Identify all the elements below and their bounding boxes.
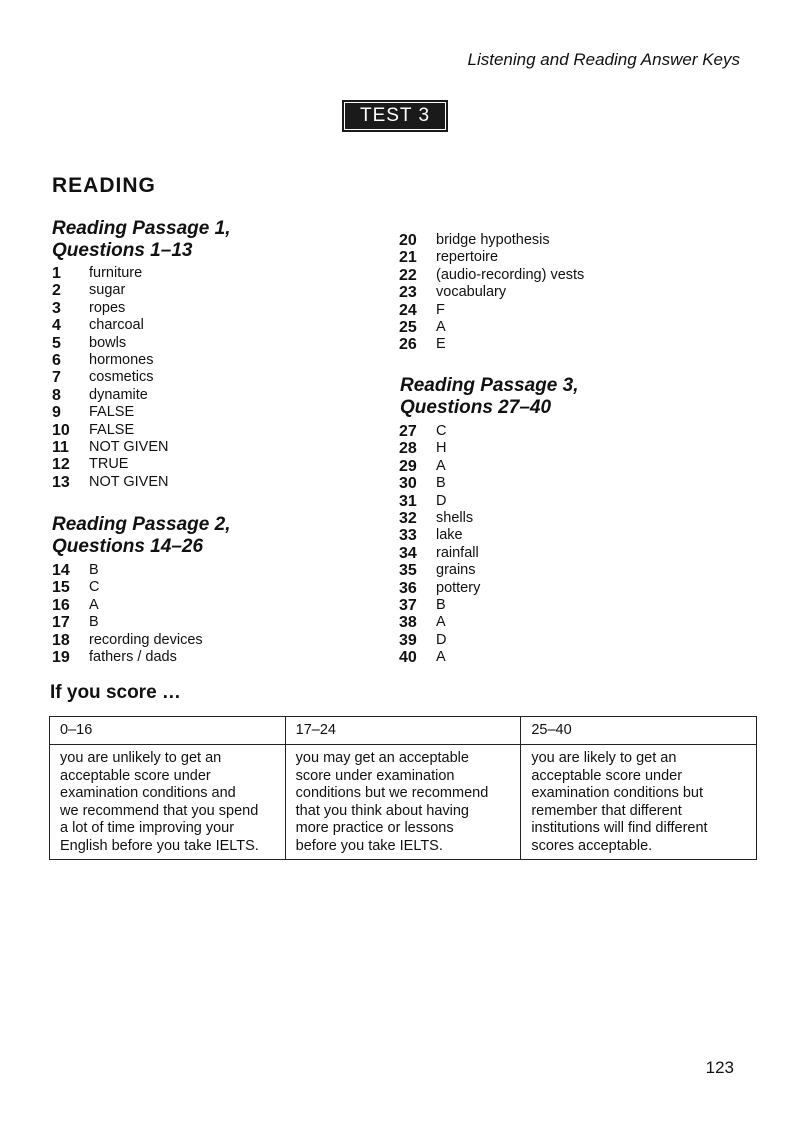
answer-item bbox=[52, 632, 203, 649]
answer-item bbox=[52, 649, 203, 666]
answer-number: 38 bbox=[399, 614, 417, 632]
answer-item bbox=[399, 336, 584, 353]
answer-item bbox=[399, 510, 480, 527]
answer-text: H bbox=[436, 440, 447, 457]
test-badge: TEST 3 bbox=[342, 100, 448, 132]
answer-item bbox=[399, 493, 480, 510]
answer-text: NOT GIVEN bbox=[89, 473, 169, 490]
passage-3-heading-line2: Questions 27–40 bbox=[400, 397, 552, 418]
answer-text: cosmetics bbox=[89, 369, 154, 386]
answer-text: A bbox=[436, 614, 446, 631]
advice-line: remember that different bbox=[531, 802, 682, 819]
answer-number: 36 bbox=[399, 579, 417, 597]
answer-item bbox=[399, 249, 584, 266]
answer-number: 21 bbox=[399, 249, 417, 267]
advice-line: examination conditions and bbox=[60, 785, 236, 802]
score-band-cell: 0–16 bbox=[50, 717, 286, 745]
answer-text: bridge hypothesis bbox=[436, 232, 550, 248]
answer-item bbox=[52, 369, 169, 386]
answer-item bbox=[399, 614, 480, 631]
answer-number: 10 bbox=[52, 421, 70, 439]
score-band-header-row bbox=[50, 717, 757, 745]
answer-text: vocabulary bbox=[436, 284, 507, 301]
answer-item bbox=[399, 423, 480, 440]
answer-text: B bbox=[436, 596, 446, 613]
advice-line: you are unlikely to get an bbox=[60, 750, 222, 766]
answer-number: 18 bbox=[52, 631, 70, 649]
advice-line: scores acceptable. bbox=[531, 837, 653, 854]
answer-number: 2 bbox=[52, 282, 61, 300]
answer-item bbox=[399, 527, 480, 544]
answer-text: fathers / dads bbox=[89, 648, 177, 665]
answer-item bbox=[399, 458, 480, 475]
advice-line: you are likely to get an bbox=[531, 750, 677, 766]
answer-number: 3 bbox=[52, 299, 61, 317]
answer-number: 37 bbox=[399, 596, 417, 614]
answer-text: recording devices bbox=[89, 631, 203, 648]
answer-text: lake bbox=[436, 527, 463, 544]
answer-text: F bbox=[436, 301, 445, 318]
answer-text: C bbox=[89, 579, 100, 596]
answer-text: D bbox=[436, 631, 447, 648]
answer-item bbox=[52, 352, 169, 369]
answer-text: (audio-recording) vests bbox=[436, 266, 585, 283]
answer-item bbox=[52, 387, 169, 404]
answer-item bbox=[399, 232, 584, 249]
answer-number: 7 bbox=[52, 369, 61, 387]
passage-3-heading-line1: Reading Passage 3, bbox=[400, 375, 579, 396]
score-advice-cell bbox=[50, 745, 286, 860]
advice-line: we recommend that you spend bbox=[60, 802, 259, 819]
score-guide-table bbox=[49, 716, 757, 860]
answer-text: D bbox=[436, 492, 447, 509]
answer-item bbox=[52, 456, 169, 473]
answer-number: 34 bbox=[399, 544, 417, 562]
answer-item bbox=[399, 597, 480, 614]
answer-text: NOT GIVEN bbox=[89, 438, 169, 455]
answer-text: E bbox=[436, 336, 446, 353]
advice-line: examination conditions but bbox=[531, 785, 704, 802]
answer-text: ropes bbox=[89, 299, 126, 316]
passage-1-heading-line2: Questions 1–13 bbox=[52, 240, 193, 261]
advice-line: acceptable score under bbox=[60, 767, 211, 784]
answer-number: 40 bbox=[399, 649, 417, 667]
answer-item bbox=[52, 265, 169, 282]
answer-number: 9 bbox=[52, 404, 61, 422]
answer-item bbox=[399, 580, 480, 597]
answer-text: shells bbox=[436, 509, 474, 526]
answer-item bbox=[52, 579, 203, 596]
score-advice-cell bbox=[285, 745, 521, 860]
answer-text: A bbox=[436, 649, 446, 666]
answer-item bbox=[399, 475, 480, 492]
advice-line: more practice or lessons bbox=[295, 820, 454, 837]
answer-number: 11 bbox=[52, 438, 69, 456]
advice-line: conditions but we recommend bbox=[295, 785, 489, 802]
answer-number: 16 bbox=[52, 596, 70, 614]
running-header: Listening and Reading Answer Keys bbox=[467, 50, 740, 69]
answer-number: 13 bbox=[52, 473, 70, 491]
answer-number: 25 bbox=[399, 318, 417, 336]
answer-number: 14 bbox=[52, 562, 70, 579]
advice-line: English before you take IELTS. bbox=[60, 837, 259, 854]
passage-2-answer-list-left bbox=[52, 562, 203, 666]
answer-item bbox=[399, 284, 584, 301]
advice-line: acceptable score under bbox=[531, 767, 683, 784]
answer-item bbox=[52, 562, 203, 579]
score-band-cell: 17–24 bbox=[285, 717, 521, 745]
answer-text: A bbox=[436, 457, 446, 474]
answer-text: B bbox=[436, 475, 446, 492]
answer-number: 24 bbox=[399, 301, 417, 319]
answer-item bbox=[52, 439, 169, 456]
answer-text: A bbox=[89, 596, 99, 613]
score-advice-cell bbox=[521, 745, 757, 860]
answer-number: 20 bbox=[399, 232, 417, 249]
answer-item bbox=[399, 562, 480, 579]
answer-number: 1 bbox=[52, 265, 61, 282]
answer-item bbox=[399, 319, 584, 336]
advice-line: a lot of time improving your bbox=[60, 820, 235, 837]
answer-text: charcoal bbox=[89, 317, 144, 334]
advice-line: score under examination bbox=[295, 767, 455, 784]
answer-number: 12 bbox=[52, 456, 70, 474]
answer-text: FALSE bbox=[89, 421, 135, 438]
score-band-cell: 25–40 bbox=[521, 717, 757, 745]
answer-item bbox=[52, 597, 203, 614]
answer-item bbox=[52, 474, 169, 491]
answer-number: 29 bbox=[399, 457, 417, 475]
answer-number: 15 bbox=[52, 579, 70, 597]
answer-text: repertoire bbox=[436, 249, 499, 266]
answer-text: grains bbox=[436, 562, 476, 579]
passage-2-heading-line2: Questions 14–26 bbox=[52, 536, 204, 557]
answer-item bbox=[399, 267, 584, 284]
answer-text: rainfall bbox=[436, 544, 479, 561]
answer-number: 6 bbox=[52, 351, 61, 369]
passage-1-heading bbox=[52, 218, 312, 262]
advice-line: that you think about having bbox=[295, 802, 469, 819]
answer-number: 39 bbox=[399, 631, 417, 649]
answer-number: 32 bbox=[399, 509, 417, 527]
answer-text: furniture bbox=[89, 265, 143, 281]
answer-item bbox=[52, 282, 169, 299]
answer-number: 4 bbox=[52, 317, 61, 335]
answer-number: 5 bbox=[52, 334, 61, 352]
answer-number: 28 bbox=[399, 440, 417, 458]
passage-2-heading bbox=[52, 514, 312, 558]
passage-3-heading bbox=[400, 375, 660, 419]
advice-line: before you take IELTS. bbox=[295, 837, 443, 854]
answer-number: 26 bbox=[399, 336, 417, 354]
page-number: 123 bbox=[705, 1058, 734, 1077]
section-title: READING bbox=[52, 174, 156, 197]
answer-item bbox=[52, 404, 169, 421]
answer-item bbox=[52, 317, 169, 334]
answer-text: pottery bbox=[436, 579, 481, 596]
answer-text: dynamite bbox=[89, 386, 148, 403]
answer-text: sugar bbox=[89, 282, 126, 299]
answer-number: 33 bbox=[399, 527, 417, 545]
answer-item bbox=[399, 545, 480, 562]
passage-2-answer-list-right bbox=[399, 232, 584, 354]
answer-item bbox=[52, 422, 169, 439]
answer-number: 23 bbox=[399, 284, 417, 302]
answer-text: C bbox=[436, 423, 447, 439]
answer-text: A bbox=[436, 318, 446, 335]
answer-item bbox=[52, 335, 169, 352]
passage-1-heading-line1: Reading Passage 1, bbox=[52, 218, 231, 239]
advice-line: institutions will find different bbox=[531, 820, 708, 837]
passage-2-heading-line1: Reading Passage 2, bbox=[52, 514, 231, 535]
answer-text: B bbox=[89, 562, 99, 578]
answer-number: 27 bbox=[399, 423, 417, 440]
answer-text: FALSE bbox=[89, 404, 135, 421]
advice-line: you may get an acceptable bbox=[295, 750, 469, 766]
answer-text: bowls bbox=[89, 334, 127, 351]
answer-item bbox=[399, 632, 480, 649]
answer-text: hormones bbox=[89, 351, 154, 368]
answer-number: 35 bbox=[399, 562, 417, 580]
answer-number: 17 bbox=[52, 614, 70, 632]
answer-number: 19 bbox=[52, 648, 70, 666]
answer-text: TRUE bbox=[89, 456, 129, 473]
answer-item bbox=[399, 302, 584, 319]
score-guide-heading: If you score … bbox=[50, 682, 181, 703]
answer-item bbox=[399, 649, 480, 666]
answer-number: 31 bbox=[399, 492, 417, 510]
answer-number: 30 bbox=[399, 475, 417, 493]
answer-item bbox=[52, 614, 203, 631]
answer-item bbox=[52, 300, 169, 317]
score-advice-row bbox=[50, 745, 757, 860]
passage-3-answer-list bbox=[399, 423, 480, 666]
answer-number: 8 bbox=[52, 386, 61, 404]
answer-text: B bbox=[89, 614, 99, 631]
answer-item bbox=[399, 440, 480, 457]
passage-1-answer-list bbox=[52, 265, 169, 491]
answer-number: 22 bbox=[399, 266, 417, 284]
